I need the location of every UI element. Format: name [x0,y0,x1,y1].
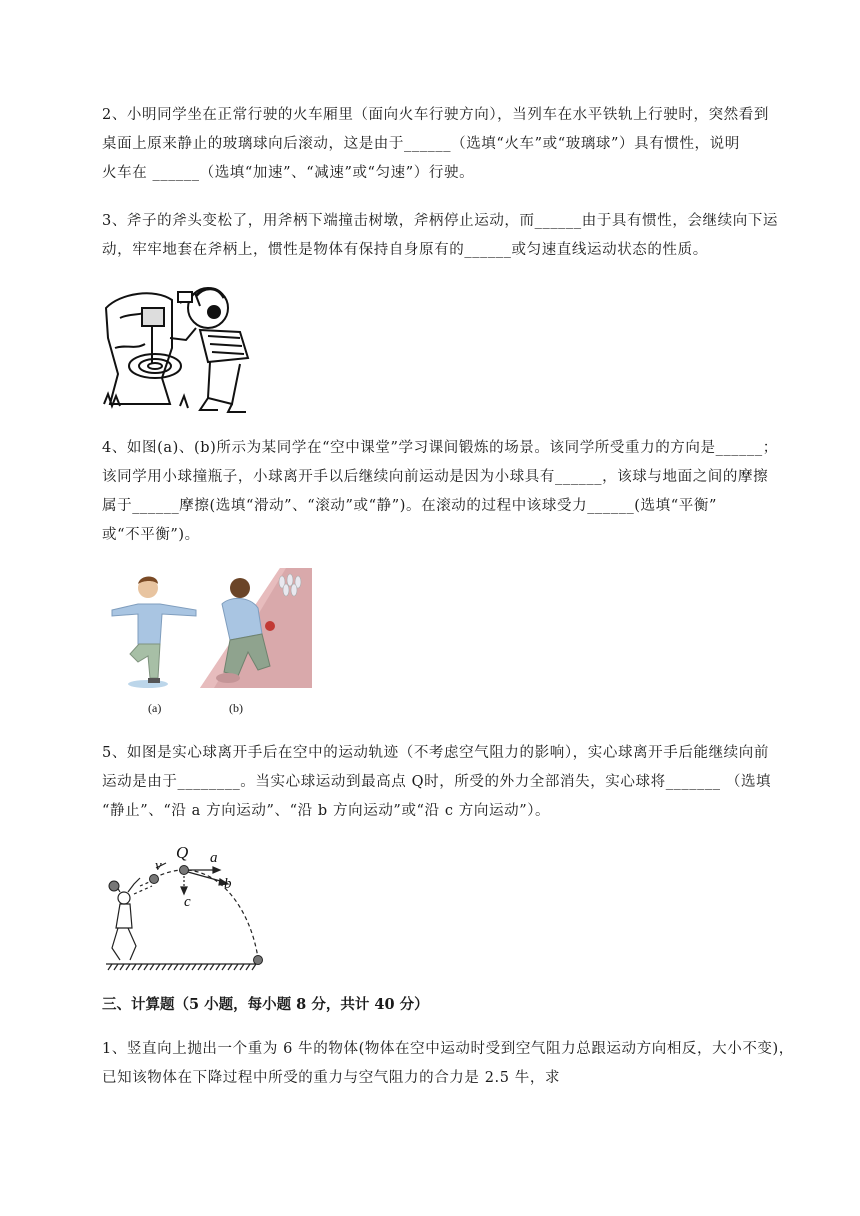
question-4-line-4: 或“不平衡”)。 [102,527,200,543]
calc-question-1-line-1: 1、竖直向上抛出一个重为 6 牛的物体(物体在空中运动时受到空气阻力总跟运动方向相反，大小不变)， [102,1041,794,1057]
question-5-line-3: “静止”、“沿 a 方向运动”、“沿 b 方向运动”或“沿 c 方向运动”）。 [102,803,551,819]
question-4-line-2: 该同学用小球撞瓶子，小球离开手以后继续向前运动是因为小球具有______，该球与地面之间的摩擦 [102,469,769,485]
figure-b-caption: (b) [229,701,243,715]
axe-stump-illustration [100,278,255,416]
question-4 [102,434,802,550]
figure-b-bowling-student [200,568,312,688]
label-b: b [224,876,232,892]
question-3-line-2: 动，牢牢地套在斧柄上，惯性是物体有保持自身原有的______或匀速直线运动状态的性质。 [102,242,708,258]
shot-put-trajectory-diagram [100,838,270,972]
calc-question-1-line-2: 已知该物体在下降过程中所受的重力与空气阻力的合力是 2.5 牛，求 [102,1070,561,1086]
question-5 [102,739,802,826]
figure-a-balancing-student [108,574,203,689]
label-Q: Q [176,843,189,862]
section-heading: 三、计算题（5 小题，每小题 8 分，共计 40 分） [102,996,429,1013]
question-3-line-1: 3、斧子的斧头变松了，用斧柄下端撞击树墩，斧柄停止运动，而______由于具有惯性，会继续向下运 [102,213,779,229]
label-a: a [210,850,218,866]
question-2-line-1: 2、小明同学坐在正常行驶的火车厢里（面向火车行驶方向），当列车在水平铁轨上行驶时，突然看到 [102,107,769,123]
question-5-line-2: 运动是由于________。当实心球运动到最高点 Q时，所受的外力全部消失，实心球将_______ （选填 [102,774,772,790]
label-v: v [155,858,162,874]
question-2 [102,101,802,188]
question-2-line-2: 桌面上原来静止的玻璃球向后滚动，这是由于______（选填“火车”或“玻璃球”）具有惯性，说明 [102,136,740,152]
calc-question-1 [102,1035,802,1093]
question-3 [102,207,802,265]
question-4-line-3: 属于______摩擦(选填“滑动”、“滚动”或“静”)。在滚动的过程中该球受力______(选填“平衡” [102,498,717,514]
label-c: c [184,894,191,910]
question-4-line-1: 4、如图(a)、(b)所示为某同学在“空中课堂”学习课间锻炼的场景。该同学所受重力的方向是______； [102,440,778,456]
question-2-line-3: 火车在 ______（选填“加速”、“减速”或“匀速”）行驶。 [102,165,475,181]
figure-a-caption: (a) [148,701,162,715]
question-5-line-1: 5、如图是实心球离开手后在空中的运动轨迹（不考虑空气阻力的影响），实心球离开手后能继续向前 [102,745,769,761]
